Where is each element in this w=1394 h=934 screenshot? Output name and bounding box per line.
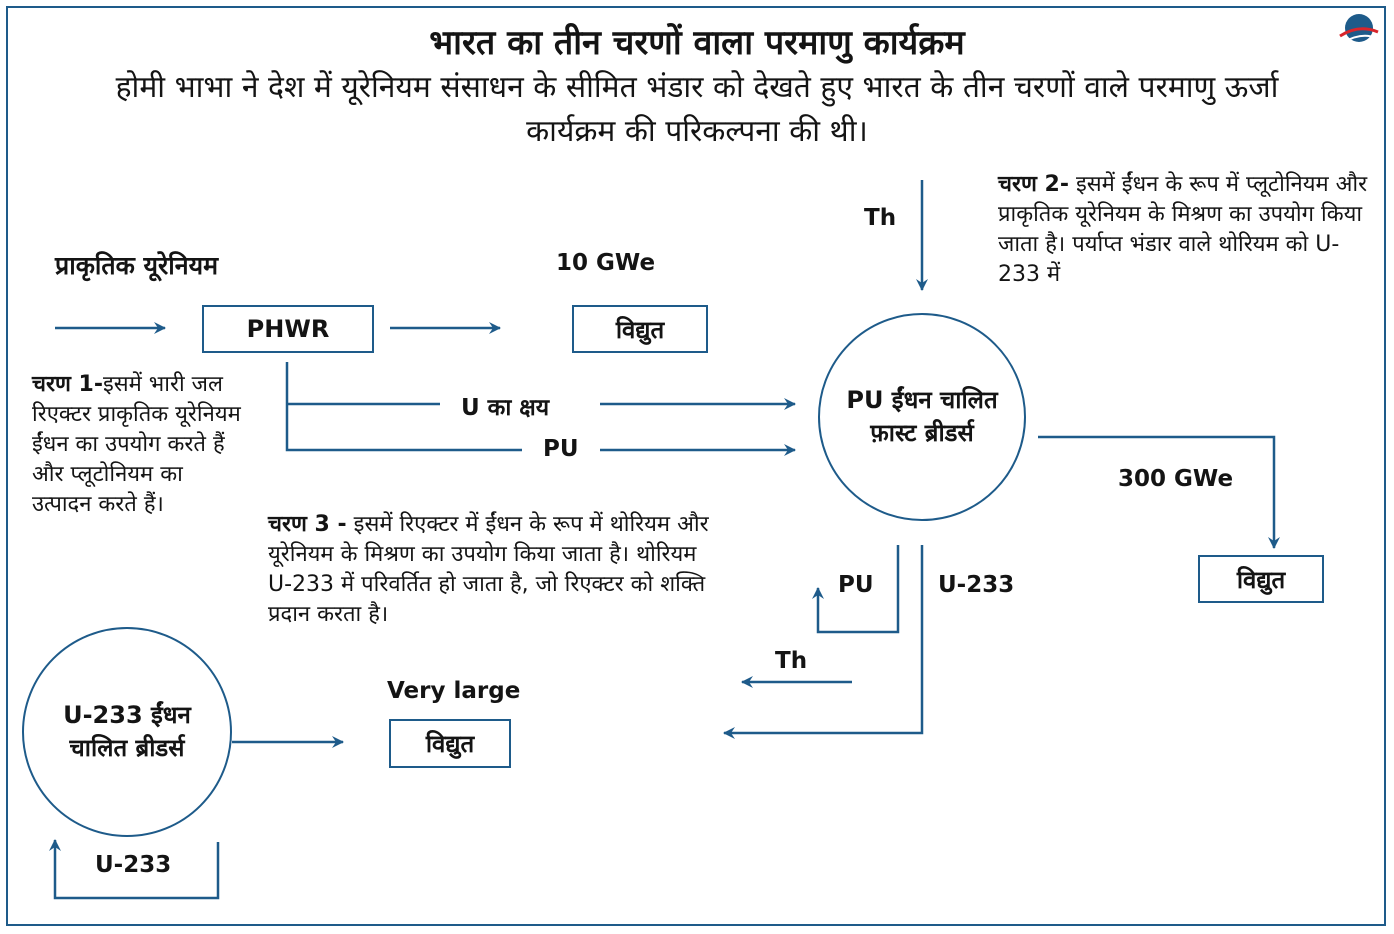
stage1-power-box: विद्युत bbox=[572, 305, 708, 353]
stage2-capacity-label: 300 GWe bbox=[1118, 466, 1234, 492]
pu-loop-label: PU bbox=[838, 572, 874, 598]
stage1-note-heading: चरण 1- bbox=[32, 372, 103, 397]
stage1-capacity-label: 10 GWe bbox=[556, 250, 656, 276]
stage3-capacity-label: Very large bbox=[387, 678, 521, 704]
fast-breeder-label: PU ईंधन चालित फ़ास्ट ब्रीडर्स bbox=[846, 386, 998, 447]
stage3-power-box: विद्युत bbox=[389, 719, 511, 768]
page-title: भारत का तीन चरणों वाला परमाणु कार्यक्रम bbox=[429, 23, 965, 63]
pu-label: PU bbox=[543, 436, 579, 462]
stage2-note-text: इसमें ईंधन के रूप में प्लूटोनियम और प्राकृतिक यूरेनियम के मिश्रण का उपयोग किया जाता है। पर्याप्त भंडार वाले थोरियम को U-233 में bbox=[998, 172, 1368, 287]
stage3-note-text: इसमें रिएक्टर में ईंधन के रूप में थोरियम और यूरेनियम के मिश्रण का उपयोग किया जाता है। थोरियम U-233 में परिवर्तित हो जाता है, जो रिएक्टर को शक्ति प्रदान करता है। bbox=[268, 512, 709, 627]
stage3-note bbox=[268, 510, 713, 630]
stage2-power-box: विद्युत bbox=[1198, 555, 1324, 603]
stage1-note bbox=[32, 370, 242, 520]
th-out-label: Th bbox=[775, 648, 808, 674]
u233-loop-label: U-233 bbox=[95, 852, 172, 878]
stage2-note-heading: चरण 2- bbox=[998, 172, 1069, 197]
stage2-note bbox=[998, 170, 1378, 290]
page-subtitle: होमी भाभा ने देश में यूरेनियम संसाधन के सीमित भंडार को देखते हुए भारत के तीन चरणों वाले परमाणु ऊर्जा कार्यक्रम की परिकल्पना की थी। bbox=[115, 70, 1279, 149]
phwr-box: PHWR bbox=[202, 305, 374, 353]
th-input-label: Th bbox=[864, 205, 897, 231]
arrow-fbr-to-power bbox=[1038, 437, 1274, 548]
stage3-note-heading: चरण 3 - bbox=[268, 512, 347, 537]
u-depleted-label: U का क्षय bbox=[461, 395, 550, 421]
natural-uranium-label: प्राकृतिक यूरेनियम bbox=[55, 251, 219, 280]
arrow-u233-out bbox=[724, 545, 922, 733]
u233-breeder-label: U-233 ईंधन चालित ब्रीडर्स bbox=[63, 701, 191, 762]
u233-out-label: U-233 bbox=[938, 572, 1015, 598]
u233-breeder-circle bbox=[22, 627, 232, 837]
stage1-note-text: इसमें भारी जल रिएक्टर प्राकृतिक यूरेनियम ईंधन का उपयोग करते हैं और प्लूटोनियम का उत्पादन करते हैं। bbox=[32, 372, 241, 517]
fast-breeder-circle bbox=[818, 313, 1026, 521]
